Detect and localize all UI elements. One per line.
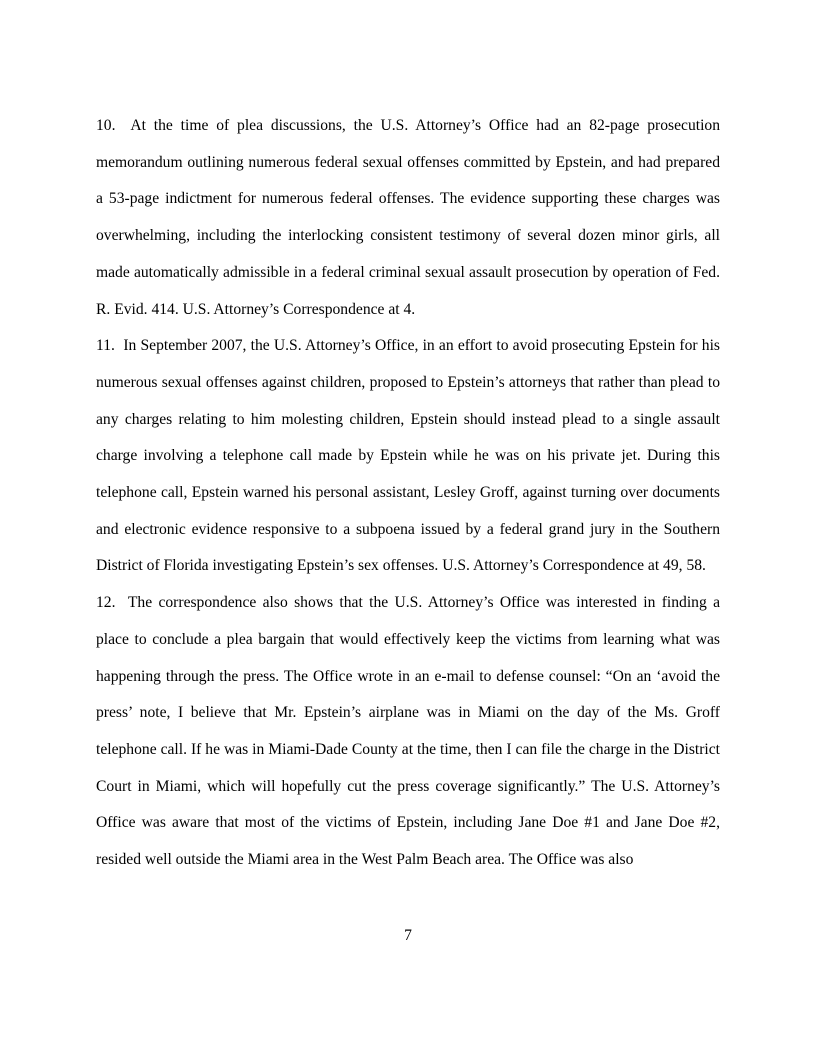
page-number: 7 [404, 927, 412, 944]
paragraph-10 [96, 108, 720, 328]
paragraph-12 [96, 585, 720, 879]
paragraph-number: 11. [96, 337, 115, 355]
paragraph-11 [96, 328, 720, 585]
paragraph-text: The correspondence also shows that the U.S. Attorney’s Office was interested in finding a place to conclude a plea bargain that would effectively keep the victims from learning what was happening through the press. The Office wrote in an e-mail to defense counsel: “On an ‘avoid the press’ note, I believe that Mr. Epstein’s airplane was in Miami on the day of the Ms. Groff telephone call. If he was in Miami-Dade County at the time, then I can file the charge in the District Court in Miami, which will hopefully cut the press coverage significantly.” The U.S. Attorney’s Office was aware that most of the victims of Epstein, including Jane Doe #1 and Jane Doe #2, resided well outside the Miami area in the West Palm Beach area. The Office was also [96, 594, 721, 869]
paragraph-number: 10. [96, 117, 116, 134]
paragraph-text: In September 2007, the U.S. Attorney’s Office, in an effort to avoid prosecuting Epstein for his numerous sexual offenses against children, proposed to Epstein’s attorneys that rather than plead to any charges relating to him molesting children, Epstein should instead plead to a single assault charge involving a telephone call made by Epstein while he was on his private jet. During this telephone call, Epstein warned his personal assistant, Lesley Groff, against turning over documents and electronic evidence responsive to a subpoena issued by a federal grand jury in the Southern District of Florida investigating Epstein’s sex offenses. U.S. Attorney’s Correspondence at 49, 58. [96, 337, 720, 575]
paragraph-number: 12. [96, 594, 116, 612]
paragraph-text: At the time of plea discussions, the U.S. Attorney’s Office had an 82-page prosecution memorandum outlining numerous federal sexual offenses committed by Epstein, and had prepared a 53-page indictment for numerous federal offenses. The evidence supporting these charges was overwhelming, including the interlocking consistent testimony of several dozen minor girls, all made automatically admissible in a federal criminal sexual assault prosecution by operation of Fed. R. Evid. 414. U.S. Attorney’s Correspondence at 4. [96, 117, 721, 318]
document-body [96, 108, 720, 879]
